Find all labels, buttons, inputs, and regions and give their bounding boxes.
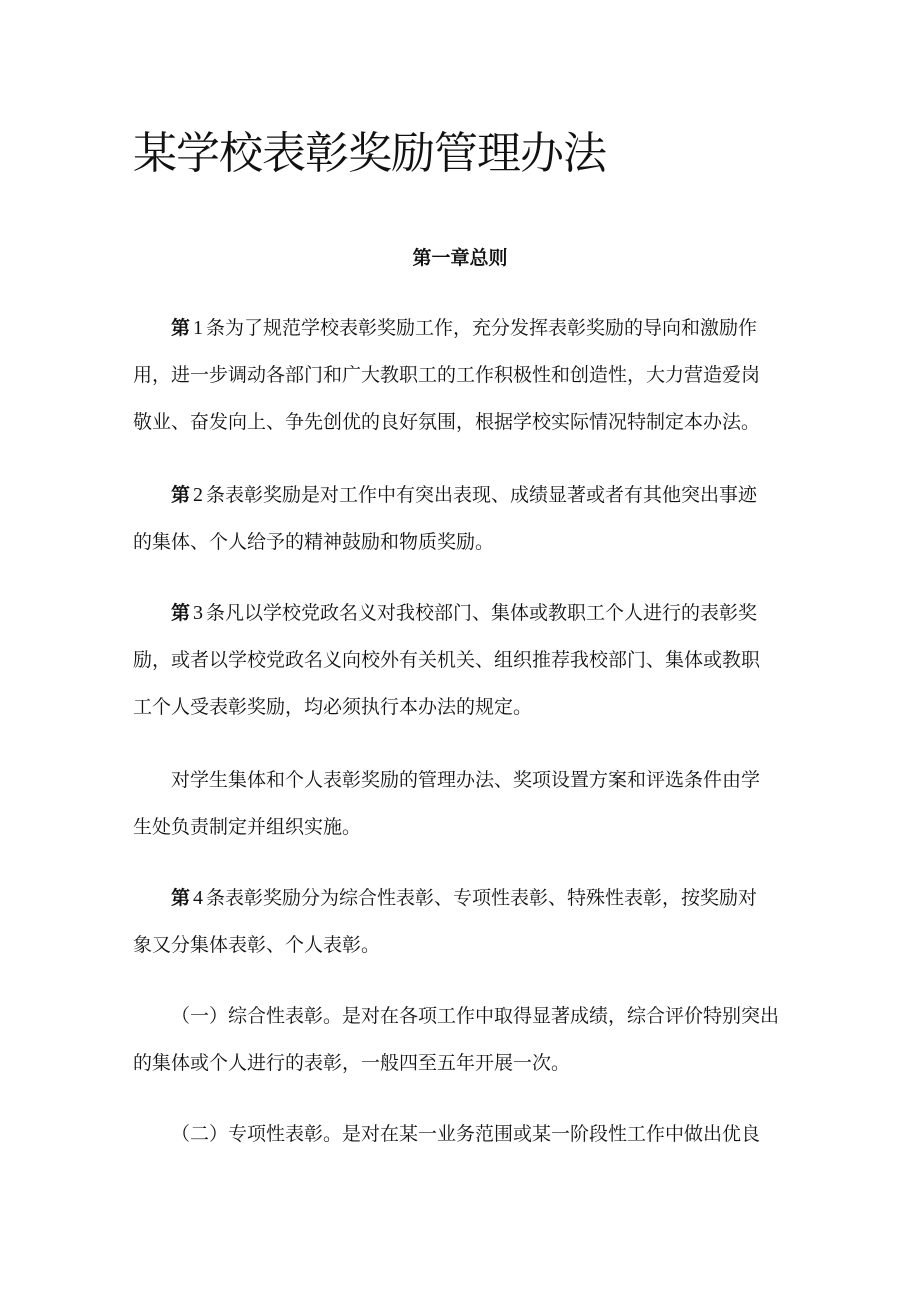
article-2	[133, 472, 793, 566]
item-comprehensive-line-2: 的集体或个人进行的表彰，一般四至五年开展一次。	[133, 1052, 571, 1074]
student-paragraph-line-1: 对学生集体和个人表彰奖励的管理办法、奖项设置方案和评选条件由学	[171, 769, 761, 791]
item-comprehensive-line-1: （一）综合性表彰。是对在各项工作中取得显著成绩，综合评价特别突出	[171, 1005, 780, 1027]
article-2-line-2: 的集体、个人给予的精神鼓励和物质奖励。	[133, 531, 495, 553]
article-2-line-1	[133, 472, 793, 519]
article-1-line-2: 用，进一步调动各部门和广大教职工的工作积极性和创造性，大力营造爱岗	[133, 364, 761, 386]
article-3-number: 3	[193, 602, 204, 624]
item-specialized	[133, 1111, 793, 1158]
article-1-text-1: 条为了规范学校表彰奖励工作，充分发挥表彰奖励的导向和激励作	[206, 317, 758, 339]
chapter-heading: 第一章总则	[412, 247, 508, 269]
article-4	[133, 875, 793, 969]
article-4-number: 4	[193, 887, 204, 909]
document-title: 某学校表彰奖励管理办法	[133, 128, 606, 179]
article-3-line-2: 励，或者以学校党政名义向校外有关机关、组织推荐我校部门、集体或教职	[133, 649, 761, 671]
article-3-line-1	[133, 590, 793, 637]
article-1-line-3: 敬业、奋发向上、争先创优的良好氛围，根据学校实际情况特制定本办法。	[133, 411, 761, 433]
article-4-line-2: 象又分集体表彰、个人表彰。	[133, 934, 381, 956]
article-4-text-1: 条表彰奖励分为综合性表彰、专项性表彰、特殊性表彰，按奖励对	[206, 887, 758, 909]
article-2-number: 2	[193, 484, 204, 506]
article-1-number: 1	[193, 317, 204, 339]
article-3	[133, 590, 793, 731]
article-1-line-1	[133, 305, 793, 352]
article-1	[133, 305, 793, 446]
article-3-line-3: 工个人受表彰奖励，均必须执行本办法的规定。	[133, 696, 533, 718]
article-1-label: 第	[171, 317, 191, 339]
student-paragraph-line-2: 生处负责制定并组织实施。	[133, 816, 362, 838]
article-3-label: 第	[171, 602, 191, 624]
article-2-label: 第	[171, 484, 191, 506]
item-specialized-line-1: （二）专项性表彰。是对在某一业务范围或某一阶段性工作中做出优良	[171, 1123, 761, 1145]
student-paragraph	[133, 757, 793, 851]
article-4-line-1	[133, 875, 793, 922]
article-2-text-1: 条表彰奖励是对工作中有突出表现、成绩显著或者有其他突出事迹	[206, 484, 758, 506]
item-comprehensive	[133, 993, 793, 1087]
article-3-text-1: 条凡以学校党政名义对我校部门、集体或教职工个人进行的表彰奖	[206, 602, 758, 624]
article-4-label: 第	[171, 887, 191, 909]
